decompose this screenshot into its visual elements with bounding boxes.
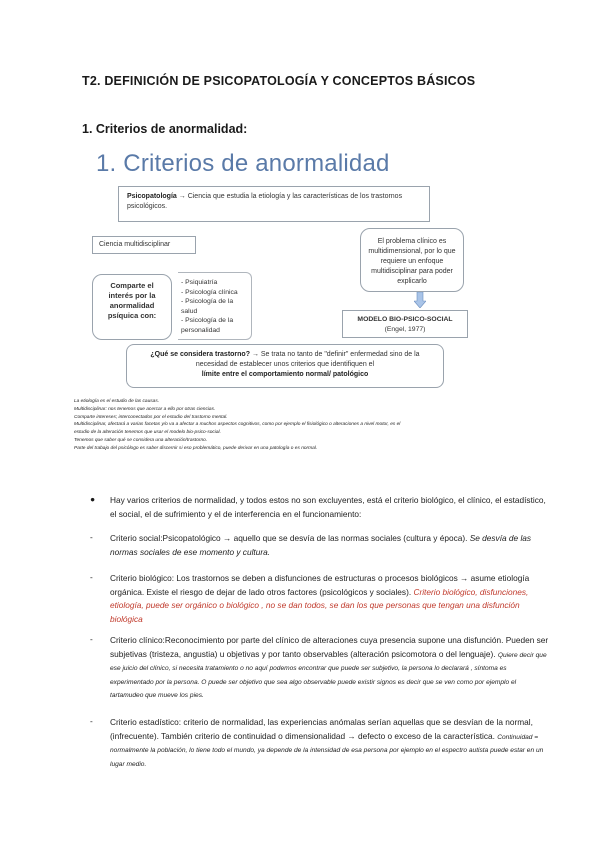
dash-marker: - bbox=[90, 634, 93, 644]
discipline-item: - Psicología de la personalidad bbox=[181, 317, 234, 334]
trastorno-limit: límite entre el comportamiento normal/ patológico bbox=[201, 371, 369, 378]
definition-text: Ciencia que estudia la etiología y las características de los trastornos psicológicos. bbox=[127, 193, 403, 210]
problem-box: El problema clínico es multidimensional, por lo que requiere un enfoque multidisciplinar para poder explicarlo bbox=[360, 228, 464, 292]
criterio-estadistico bbox=[90, 716, 550, 770]
note-line: Multidisciplinar, afectará a varias facetas y/o va a afectar a muchos aspectos cognitivos, como por ejemplo el fisiológico o alteraciones a nivel motor, es el bbox=[74, 422, 401, 428]
note-line: Multidisciplinar: nos tenemos que acercar a ello por otras ciencias. bbox=[74, 406, 216, 412]
criterio-social bbox=[90, 532, 550, 559]
definition-arrow: → bbox=[176, 193, 188, 200]
criterio-biologico-note: Criterio biológico, disfunciones, etiología, puede ser orgánico o biológico , no se dan todos, se dan los que personas que tengan una disfunción biológica bbox=[110, 586, 529, 624]
section-heading: 1. Criterios de anormalidad: bbox=[82, 122, 248, 136]
definition-box bbox=[118, 186, 430, 222]
discipline-item: - Psicología clínica bbox=[181, 288, 238, 296]
criterio-estadistico-note: Continuidad = normalmente la población, lo tiene todo el mundo, ya depende de la intensidad de esa persona por ejemplo en el espectro autista puede estar en un lugar medio. bbox=[110, 733, 544, 768]
criterio-biologico bbox=[90, 572, 550, 626]
criterio-social-note: Se desvía de las normas sociales de ese momento y cultura. bbox=[110, 533, 532, 557]
criterio-estadistico-text: Criterio estadístico: criterio de normalidad, las experiencias anómalas serían aquellas que se desvían de la normal, (infrecuente). También criterio de continuidad o dimensionalidad → defecto o exceso de la característica. bbox=[110, 717, 533, 741]
slide-notes bbox=[74, 398, 534, 453]
model-name: MODELO BIO-PSICO-SOCIAL bbox=[357, 316, 453, 323]
note-line: Parte del trabajo del psicólogo es saber discernir si eso problemático, puede derivar en una patología o es normal. bbox=[74, 445, 318, 451]
multidisciplinar-box: Ciencia multidisciplinar bbox=[92, 236, 196, 254]
discipline-item: - Psiquiatría bbox=[181, 279, 218, 286]
criterio-clinico-note: Quiere decir que ese juicio del clínico, si necesita tratamiento o no aquí podemos encontrar que puede ser subjetivo, la persona lo declarará , síntoma es experimentado por la persona. O puede ser objetivo que sea algo observable puede existir signos es decir que se ven como por ejemplo el tartamudeo que mueve los pies. bbox=[110, 651, 547, 700]
criterio-biologico-text: Criterio biológico: Los trastornos se deben a disfunciones de estructuras o procesos biológicos → asume etiología orgánica. Existe el riesgo de dejar de lado otros factores (psicológicos y sociales). bbox=[110, 573, 530, 597]
note-line: La etiología es el estudio de las causas. bbox=[74, 399, 160, 404]
criterio-clinico-text: Criterio clínico:Reconocimiento por parte del clínico de alteraciones cuya presencia supone una disfunción. Pueden ser subjetivas (tristeza, angustia) u objetivas y por tanto observables (alteración psicomotora o del lenguaje). bbox=[110, 635, 549, 659]
slide-title: 1. Criterios de anormalidad bbox=[96, 150, 390, 177]
down-arrow-icon bbox=[414, 292, 426, 308]
dash-marker: - bbox=[90, 532, 93, 542]
dash-marker: - bbox=[90, 716, 93, 726]
document-title: T2. DEFINICIÓN DE PSICOPATOLOGÍA Y CONCEPTOS BÁSICOS bbox=[82, 74, 476, 88]
criterio-clinico bbox=[90, 634, 550, 702]
trastorno-text: Se trata no tanto de "definir" enfermedad sino de la necesidad de establecer unos criterios que identifiquen el bbox=[195, 351, 420, 368]
criterio-social-text: Criterio social:Psicopatológico → aquello que se desvía de las normas sociales (cultura y época). bbox=[110, 533, 470, 543]
model-ref: (Engel, 1977) bbox=[384, 326, 426, 333]
note-line: estudio de la alteración tenemos que usar el modelo bio-psico-social. bbox=[74, 430, 221, 436]
note-line: Comparte intereses; interconectados por el estudio del trastorno mental. bbox=[74, 414, 228, 420]
discipline-item: - Psicología de la salud bbox=[181, 298, 234, 315]
bullet-marker: ● bbox=[90, 494, 96, 504]
disciplines-list bbox=[178, 272, 252, 340]
trastorno-question: ¿Qué se considera trastorno? bbox=[150, 351, 250, 358]
definition-term: Psicopatología bbox=[127, 193, 177, 200]
comparte-box: Comparte el interés por la anormalidad psíquica con: bbox=[92, 274, 172, 340]
dash-marker: - bbox=[90, 572, 93, 582]
note-line: Tenemos que saber qué se considera una alteración/trastorno. bbox=[74, 437, 208, 443]
model-box bbox=[342, 310, 468, 338]
trastorno-arrow: → bbox=[250, 351, 261, 358]
trastorno-box bbox=[126, 344, 444, 388]
bullet-text: Hay varios criterios de normalidad, y todos estos no son excluyentes, está el criterio biológico, el clínico, el estadístico, el social, el de sufrimiento y el de interferencia en el funcionamiento: bbox=[110, 495, 546, 519]
